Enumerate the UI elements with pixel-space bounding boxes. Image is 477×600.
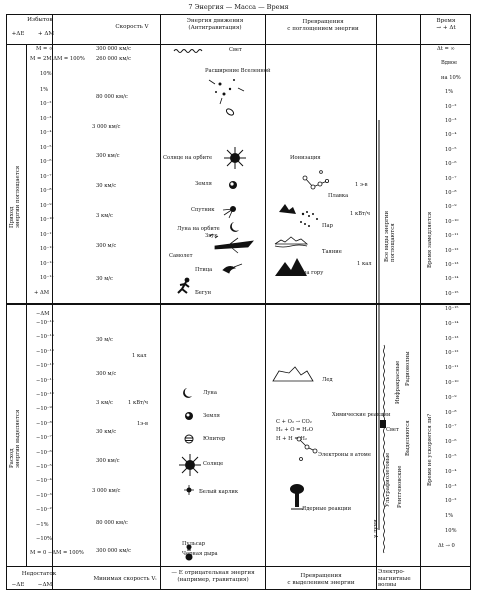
header-energy-motion-line1: Энергия движения <box>186 18 244 24</box>
footer-negative-energy-line2: (например, гравитация) <box>177 576 249 583</box>
mass-tick-label: −10⁻⁸ <box>36 420 52 427</box>
gravity-label: Солнце <box>203 461 224 467</box>
time-tick-label: на 10% <box>441 74 461 81</box>
motion-label: Бегун <box>195 290 212 296</box>
mass-tick-label: 10⁻⁹ <box>40 203 52 209</box>
mass-tick-label: 10⁻¹¹ <box>40 232 54 238</box>
mass-tick-label: 10⁻⁶ <box>40 159 52 165</box>
header-excess-dm: + ΔM <box>37 31 55 37</box>
mass-tick-label: 10⁻¹² <box>40 246 54 252</box>
ionization-icon <box>303 171 329 189</box>
moon-icon <box>183 388 192 398</box>
time-tick-label: 10⁻¹⁰ <box>445 380 459 386</box>
mass-tick-label: −10⁻¹⁵ <box>36 320 54 326</box>
gravity-label: Юпитер <box>203 436 226 442</box>
header-excess: Избыток <box>27 17 53 23</box>
time-tick-label: Δt → 0 <box>438 542 455 549</box>
footer-em-line3: волны <box>378 582 397 588</box>
mass-tick-label: M = ∞ <box>36 46 54 52</box>
transform-label: H + H = H₂ <box>276 436 307 442</box>
time-tick-label: 10⁻⁷ <box>445 175 457 182</box>
mass-tick-label: −10⁻⁶ <box>36 449 52 456</box>
white-dwarf-icon <box>184 485 194 495</box>
energy-unit-label: 1 кал <box>357 261 372 267</box>
motion-label: Свет <box>229 47 242 53</box>
mass-tick-label: 10⁻² <box>40 101 52 107</box>
side-label-lower-text: Расход энергии выделяется <box>9 409 21 468</box>
mass-tick-label: 10⁻³ <box>40 116 52 122</box>
header-time-line1: Время <box>436 18 456 24</box>
speed-tick-label: 300 м/с <box>96 243 117 249</box>
time-tick-label: 10⁻¹¹ <box>445 233 459 240</box>
time-tick-label: 10⁻³ <box>445 118 457 124</box>
transform-label: Лед <box>322 377 333 383</box>
em-wave-label: Рентгеновские <box>397 465 403 508</box>
time-tick-label: 10⁻¹¹ <box>445 365 459 372</box>
airplane-icon <box>215 238 253 253</box>
sun-gravity-icon <box>179 454 201 476</box>
mass-tick-label: 10⁻⁸ <box>40 188 52 194</box>
side-label-upper <box>9 166 21 228</box>
mass-tick-label: M = 2M ΔM = 100% <box>30 56 85 62</box>
motion-label: Солнце на орбите <box>163 155 213 161</box>
speed-tick-label: 80 000 км/с <box>96 520 128 526</box>
time-tick-label: 10⁻⁸ <box>445 409 457 416</box>
time-tick-label: 10⁻⁶ <box>445 161 457 168</box>
speed-tick-label: 30 м/с <box>96 337 113 343</box>
mass-tick-label: −10⁻⁹ <box>36 406 52 413</box>
speed-tick-label: 300 км/с <box>96 458 120 464</box>
divider-mass <box>52 14 53 590</box>
light-wave-icon <box>174 50 202 53</box>
speed-tick-label: 30 км/с <box>96 183 117 189</box>
time-tick-label: 10⁻¹² <box>445 247 459 254</box>
time-tick-label: 10⁻¹⁰ <box>445 218 459 225</box>
time-tick-label: 10⁻⁵ <box>445 146 457 153</box>
side-label-time-slow: Время замедляется <box>427 211 433 268</box>
motion-label: Звук <box>205 233 218 239</box>
transform-illustrations-top <box>265 44 376 303</box>
em-wave-label: Свет <box>386 427 399 433</box>
mass-tick-label: −10⁻¹⁰ <box>36 392 54 398</box>
time-tick-label: 10⁻² <box>445 103 457 110</box>
energy-unit-label: 1 кВт/ч <box>128 400 149 406</box>
motion-label: Земля <box>195 181 212 187</box>
time-tick-label: 10⁻⁷ <box>445 424 457 431</box>
energy-unit-label: 1э-в <box>137 421 148 427</box>
motion-illustrations <box>160 44 265 303</box>
footer-deficit-dm: −ΔM <box>37 582 53 588</box>
all-kinds-absorbed-label <box>384 211 396 262</box>
mass-tick-label: −10⁻¹² <box>36 363 54 370</box>
footer-deficit: Недостаток <box>21 571 57 577</box>
header-time <box>424 18 468 31</box>
speed-tick-label: 3 км/с <box>96 213 113 219</box>
time-tick-label: 10⁻¹⁵ <box>445 290 459 297</box>
footer-em-line1: Электро- <box>378 569 405 575</box>
footer-em-line2: магнитные <box>378 575 411 582</box>
time-tick-label: 10⁻⁴ <box>445 132 457 139</box>
header-energy-motion-line2: (Антигравитация) <box>188 24 242 31</box>
mass-tick-label: −10⁻² <box>36 507 52 514</box>
time-tick-label: Вдвое <box>441 60 458 67</box>
footer-negative-energy <box>162 570 264 583</box>
mass-tick-label: −10⁻⁴ <box>36 478 52 485</box>
time-tick-label: 10⁻¹⁴ <box>445 276 459 283</box>
time-tick-label: Δt = ∞ <box>437 46 455 52</box>
mass-tick-label: −10⁻³ <box>36 492 52 499</box>
em-wave-label: γ лучи <box>373 519 379 538</box>
side-label-time-fast: Время не ускоряется ли? <box>427 413 433 486</box>
divider-side <box>26 44 27 566</box>
footer-transform-release-line1: Превращения <box>300 573 342 579</box>
gravity-label: Луна <box>203 390 217 396</box>
transform-label: Пар <box>322 223 333 229</box>
mass-tick-label: −10⁻¹⁴ <box>36 334 54 341</box>
speed-tick-label: 300 м/с <box>96 371 117 377</box>
energy-unit-label: 1 кВт/ч <box>350 211 371 217</box>
transform-label: Электроны в атоме <box>318 452 371 458</box>
mass-tick-label: −1% <box>36 521 49 528</box>
thawing-icon <box>275 237 307 247</box>
time-tick-label: 10⁻⁸ <box>445 190 457 196</box>
transform-label: Ионизация <box>290 155 321 161</box>
header-transform-line1: Превращения <box>302 19 344 25</box>
mass-tick-label: 10⁻¹⁴ <box>40 275 54 281</box>
satellite-icon <box>223 206 236 218</box>
speed-tick-label: 300 000 км/с <box>96 46 132 52</box>
em-wave-label: Ультрафиолетовые <box>385 452 391 507</box>
ice-icon <box>273 367 313 381</box>
motion-label: Птица <box>195 267 213 273</box>
time-tick-label: 10⁻¹² <box>445 350 459 357</box>
mass-tick-label: 10% <box>40 71 52 77</box>
side-label-lower <box>9 410 21 468</box>
footer-negative-energy-line1: — Е отрицательная энергия <box>171 570 255 576</box>
mass-tick-label: M = 0 −ΔM = 100% <box>30 550 84 557</box>
gravity-label: Земля <box>203 413 220 419</box>
transform-label: Плавка <box>328 193 349 199</box>
transform-label: Ядерные реакции <box>302 506 352 512</box>
time-tick-label: 1% <box>445 89 454 96</box>
mass-tick-label: −10% <box>36 536 52 542</box>
time-tick-label: 10⁻⁹ <box>445 394 457 401</box>
transform-label: H₂ + O = H₂O <box>276 427 314 433</box>
speed-tick-label: 300 000 км/с <box>96 548 132 554</box>
transform-label: Подъем на гору <box>280 270 324 276</box>
runner-icon <box>178 278 189 293</box>
gravity-label: Белый карлик <box>199 489 239 495</box>
mass-tick-label: −10⁻⁵ <box>36 464 52 470</box>
header-energy-motion <box>170 18 260 31</box>
speed-tick-label: 3 км/с <box>96 400 113 406</box>
time-tick-label: 10⁻⁶ <box>445 439 457 446</box>
expanding-universe-icon <box>209 79 244 116</box>
transform-label: Таяние <box>322 249 342 255</box>
time-tick-label: 10⁻¹⁵ <box>445 306 459 312</box>
em-wave-label: Инфракрасные <box>395 360 401 404</box>
footer-deficit-de: −ΔE <box>11 582 25 588</box>
speed-tick-label: 3 000 км/с <box>92 488 121 494</box>
speed-tick-label: 30 км/с <box>96 429 117 435</box>
header-speed: Скорость V <box>115 24 149 30</box>
all-kinds-line1: Все виды энергии <box>384 210 390 262</box>
divider-em <box>420 14 421 590</box>
mass-tick-label: 10⁻¹⁰ <box>40 217 54 223</box>
mass-tick-label: 10⁻⁷ <box>40 174 52 180</box>
speed-tick-label: 260 000 км/с <box>96 56 132 62</box>
mass-tick-label: 10⁻⁴ <box>40 130 52 136</box>
em-wave-label: Радиоволны <box>405 351 411 386</box>
footer-transform-release-line2: с выделением энергии <box>287 579 355 586</box>
released-label: Выделяются <box>405 420 411 456</box>
mass-tick-label: −10⁻⁷ <box>36 435 52 442</box>
time-tick-label: 10⁻⁴ <box>445 468 457 475</box>
mass-tick-label: 10⁻⁵ <box>40 145 52 151</box>
time-tick-label: 10⁻⁵ <box>445 454 457 460</box>
mass-tick-label: −10⁻¹³ <box>36 348 54 355</box>
footer-divider <box>6 566 471 567</box>
footer-em-waves <box>378 569 418 589</box>
em-wave-line <box>384 345 385 553</box>
time-tick-label: 10⁻³ <box>445 483 457 490</box>
energy-unit-label: 1 кал <box>132 353 147 359</box>
header-transform-line2: с поглощением энергии <box>287 25 359 32</box>
energy-unit-label: 1 э-в <box>355 182 368 188</box>
header-excess-de: +ΔE <box>11 31 25 37</box>
mass-bottom-start: −ΔM <box>36 311 50 317</box>
footer-transform-release <box>268 573 374 586</box>
sun-orbit-icon <box>224 147 246 169</box>
time-tick-label: 10% <box>445 528 457 534</box>
mass-tick-label: 1% <box>40 87 49 93</box>
bird-icon <box>223 264 242 273</box>
speed-tick-label: 30 м/с <box>96 276 113 282</box>
footer-speed-min: Минимая скорость Vᵢ <box>93 576 157 582</box>
speed-tick-label: 300 км/с <box>96 153 120 159</box>
motion-label: Луна на орбите <box>177 226 220 232</box>
motion-label: Расширение Вселенной <box>205 68 271 74</box>
gravity-label: Черная дыра <box>182 551 218 557</box>
transform-illustrations-bottom <box>265 303 376 566</box>
time-tick-label: 10⁻⁹ <box>445 204 457 211</box>
time-tick-label: 10⁻² <box>445 498 457 505</box>
motion-label: Спутник <box>191 207 215 213</box>
all-kinds-line2: поглощаются <box>390 223 396 262</box>
melting-icon <box>279 204 318 220</box>
transform-label: Химические реакции <box>332 412 391 418</box>
steam-icon <box>300 221 310 227</box>
speed-tick-label: 80 000 км/с <box>96 94 128 100</box>
header-time-line2: → + Δt <box>436 24 456 31</box>
jupiter-icon <box>185 435 193 443</box>
gravity-illustrations <box>160 303 265 566</box>
header-transform <box>275 19 371 32</box>
side-label-upper-text: Приход энергии поглощается <box>9 165 21 228</box>
earth-icon <box>229 181 237 189</box>
mass-tick-label: 10⁻¹³ <box>40 261 54 267</box>
time-tick-label: 10⁻¹³ <box>445 262 459 268</box>
time-tick-label: 10⁻¹⁴ <box>445 320 459 327</box>
motion-label: Самолет <box>169 253 193 259</box>
time-tick-label: 1% <box>445 513 454 520</box>
time-tick-label: 10⁻¹³ <box>445 335 459 342</box>
speed-tick-label: 3 000 км/с <box>92 124 121 130</box>
transform-label: C + O₂ → CO₂ <box>276 419 312 425</box>
gravity-label: Пульсар <box>182 541 206 547</box>
page-title: 7 Энергия — Масса — Время <box>188 3 289 11</box>
moon-orbit-icon <box>230 222 239 232</box>
mass-tick-label: −10⁻¹¹ <box>36 377 54 384</box>
mass-top-end: + ΔM <box>34 290 50 296</box>
earth-gravity-icon <box>185 412 193 420</box>
